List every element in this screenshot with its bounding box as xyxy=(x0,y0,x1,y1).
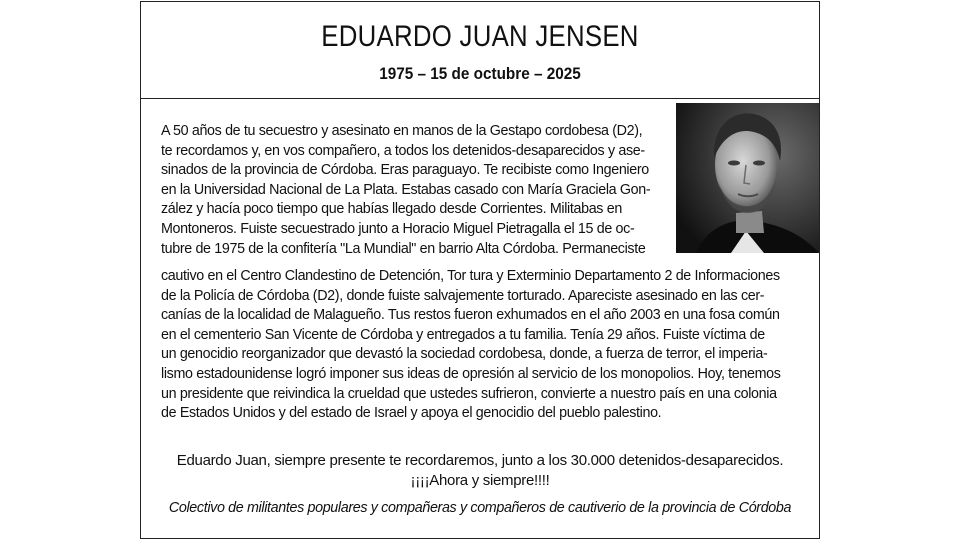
body-line: A 50 años de tu secuestro y asesinato en manos de la Gestapo cordobesa (D2), xyxy=(161,123,643,139)
body-line: de la Policía de Córdoba (D2), donde fuiste salvajemente torturado. Apareciste asesinado en las cer- xyxy=(161,287,765,304)
body-line: de Estados Unidos y del estado de Israel y apoya el genocidio del pueblo palestino. xyxy=(161,405,662,422)
body-line: te recordamos y, en vos compañero, a todos los detenidos-desaparecidos y ase- xyxy=(161,142,645,159)
biography-text-top xyxy=(161,122,801,259)
body-line: canías de la localidad de Malagueño. Tus restos fueron exhumados en el año 2003 en una fosa común xyxy=(161,307,780,324)
body-line: cautivo en el Centro Clandestino de Detención, Tor tura y Exterminio Departamento 2 de Informaciones xyxy=(161,268,780,284)
closing-message xyxy=(141,451,819,491)
body-line: zález y hacía poco tiempo que habías llegado desde Corrientes. Militabas en xyxy=(161,201,622,218)
body-line: en la Universidad Nacional de La Plata. Estabas casado con María Graciela Gon- xyxy=(161,181,651,198)
body-line: tubre de 1975 de la confitería "La Mundial" en barrio Alta Córdoba. Permaneciste xyxy=(161,240,646,257)
notice-header xyxy=(141,2,819,99)
body-line: sinados de la provincia de Córdoba. Eras paraguayo. Te recibiste como Ingeniero xyxy=(161,162,649,179)
obituary-notice xyxy=(140,1,820,539)
body-line: lismo estadounidense logró imponer sus ideas de opresión al servicio de los monopolios. Hoy, tenemos xyxy=(161,365,781,382)
person-name: EDUARDO JUAN JENSEN xyxy=(321,20,639,53)
body-line: un genocidio reorganizador que devastó la sociedad cordobesa, donde, a fuerza de terror, el imperia- xyxy=(161,346,768,363)
anniversary-dates: 1975 – 15 de octubre – 2025 xyxy=(379,64,581,83)
biography-text-bottom xyxy=(161,267,801,424)
closing-slogan: ¡¡¡¡Ahora y siempre!!!! xyxy=(410,472,550,489)
body-line: Montoneros. Fuiste secuestrado junto a Horacio Miguel Pietragalla el 15 de oc- xyxy=(161,220,635,237)
closing-line: Eduardo Juan, siempre presente te recordaremos, junto a los 30.000 detenidos-desaparecidos. xyxy=(176,452,784,469)
body-line: en el cementerio San Vicente de Córdoba y entregados a tu familia. Tenía 29 años. Fuiste víctima de xyxy=(161,326,765,343)
body-line: un presidente que reivindica la crueldad que ustedes sufrieron, convierte a nuestro país en una colonia xyxy=(161,385,777,402)
signature: Colectivo de militantes populares y compañeras y compañeros de cautiverio de la provincia de Córdoba xyxy=(168,500,792,516)
